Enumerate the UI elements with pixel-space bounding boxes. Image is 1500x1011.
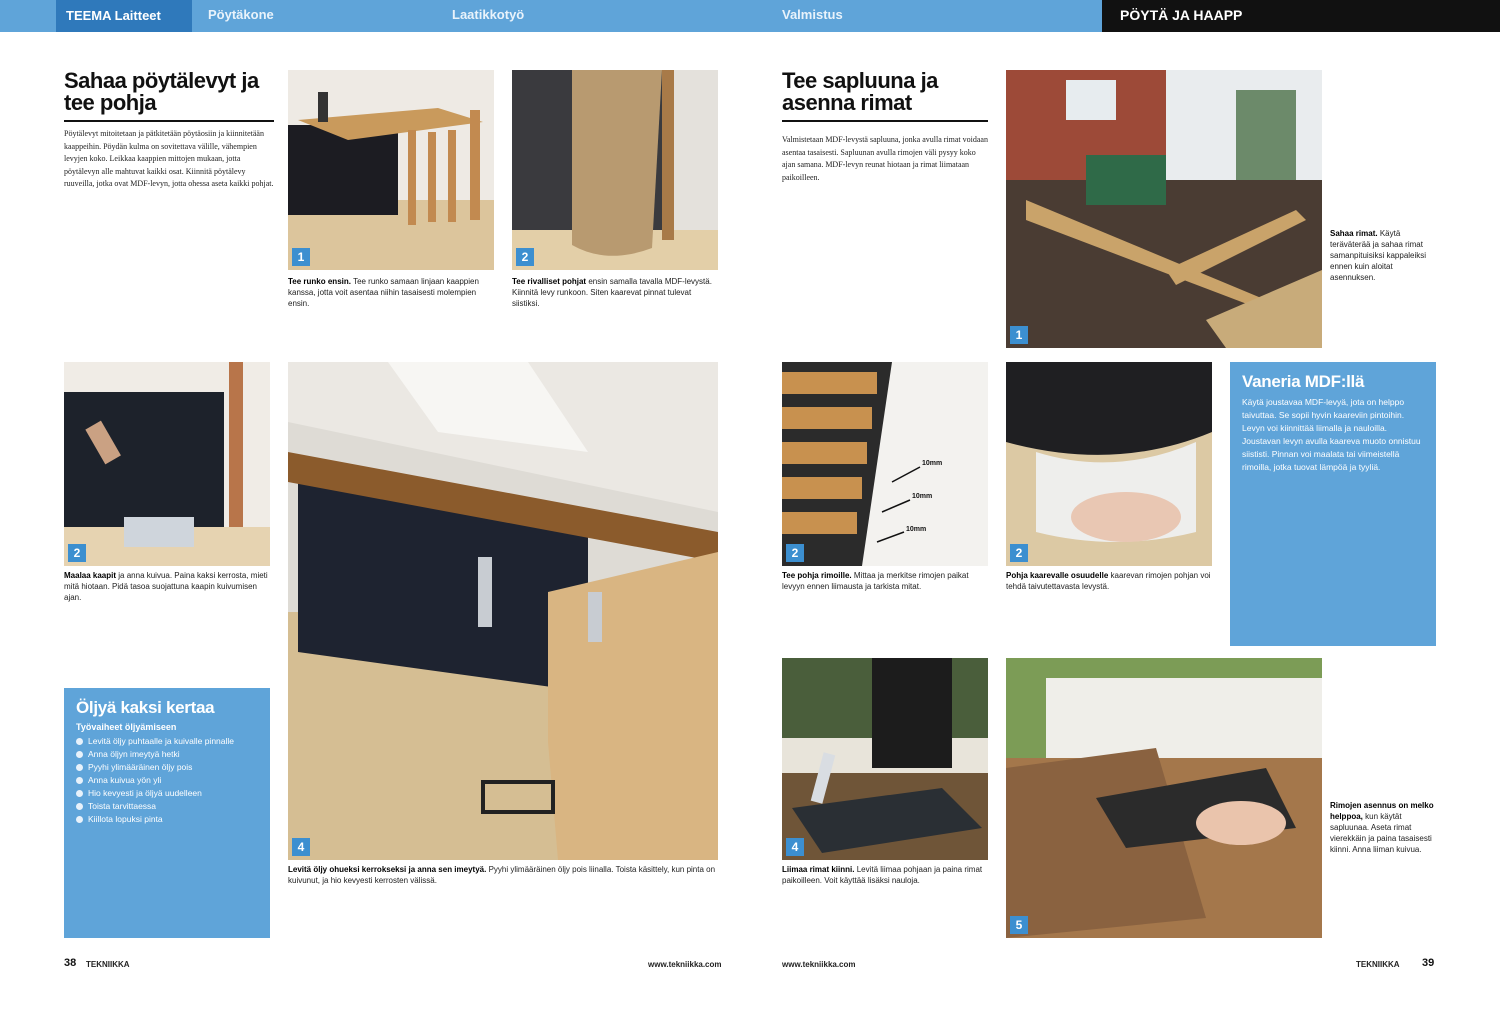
step-4-right-caption: Liimaa rimat kiinni. Levitä liimaa pohjaan ja paina rimat paikoilleen. Voit käyttää lisäksi nauloja. bbox=[782, 865, 983, 885]
nav-item-3: Valmistus bbox=[782, 7, 843, 22]
oil-info-box bbox=[64, 688, 270, 938]
measure-label: 10mm bbox=[922, 460, 943, 467]
photo-right-step-1 bbox=[1006, 70, 1322, 348]
photo-step-3 bbox=[64, 362, 270, 566]
left-body-text: Pöytälevyt mitoitetaan ja pätkitetään pöytäosiin ja kiinnitetään kaappeihin. Pöydän kulma on sovitettava välille, vähempien levyjen koko. Leikkaa kaappien mittojen mukaan, jotta pöytälevyn alle mahtuvat kaikki osat. Kiinnitä pöytälevy ruuveilla, jotka ovat MDF-levyn, jotta ohessa aseta kaikki pohjat. bbox=[64, 129, 274, 188]
right-page-number: 39 bbox=[1422, 957, 1435, 969]
top-navigation-bar bbox=[0, 0, 1500, 32]
step-number-badge: 2 bbox=[1010, 544, 1028, 562]
list-item: Kiillota lopuksi pinta bbox=[76, 813, 258, 826]
mdf-info-box bbox=[1230, 362, 1436, 646]
step-number-badge: 5 bbox=[1010, 916, 1028, 934]
left-page-number: 38 bbox=[64, 957, 77, 969]
step-number-badge: 2 bbox=[786, 544, 804, 562]
headline-rule bbox=[64, 120, 274, 122]
oil-box-title: Öljyä kaksi kertaa bbox=[76, 698, 215, 717]
side-caption-1: Sahaa rimat. Käytä teräväterää ja sahaa rimat samanpituisiksi kappaleiksi ennen kuin aloitat asennuksen. bbox=[1330, 229, 1427, 282]
section-brand: TEEMA Laitteet bbox=[56, 0, 192, 32]
step-3-caption: Maalaa kaapit ja anna kuivua. Paina kaksi kerrosta, mieti mitä hiotaan. Pidä tasoa suojattuna kaapin kuivumisen ajan. bbox=[64, 571, 268, 602]
step-4-caption: Levitä öljy ohueksi kerrokseksi ja anna sen imeytyä. Pyyhi ylimääräinen öljy pois liinalla. Toista käsittely, kun pinta on kuivunut, ja hio kevyesti kerrosten välissä. bbox=[288, 865, 716, 885]
left-headline: Sahaa pöytälevyt ja tee pohja bbox=[64, 68, 259, 115]
photo-right-step-4 bbox=[782, 658, 988, 860]
step-2b-caption: Pohja kaarevalle osuudelle kaarevan rimojen pohjan voi tehdä taivutettavasta levystä. bbox=[1006, 571, 1211, 591]
photo-step-1 bbox=[288, 70, 494, 270]
side-caption-5: Rimojen asennus on melko helppoa, kun käytät sapluunaa. Aseta rimat vierekkäin ja paina tasaisesti kiinni. Anna liiman kuivua. bbox=[1330, 801, 1434, 854]
photo-step-2 bbox=[512, 70, 718, 270]
step-number-badge: 2 bbox=[516, 248, 534, 266]
oil-steps-list bbox=[76, 735, 258, 826]
oil-box-subtitle: Työvaiheet öljyämiseen bbox=[76, 722, 177, 732]
mdf-box-text: Käytä joustavaa MDF-levyä, jota on helppo taivuttaa. Se sopii hyvin kaareviin pintoihin. Levyn voi kiinnittää liimalla ja nauloilla. Joustavan levyn avulla kaareva muoto onnistuu siististi. Pinnan voi maalata tai viimeistellä rimoilla, jotka tuovat lämpöä ja tyyliä. bbox=[1242, 397, 1421, 472]
step-2-caption: Tee rivalliset pohjat ensin samalla tavalla MDF-levystä. Kiinnitä levy runkoon. Siten kaarevat pinnat tulevat siistiksi. bbox=[512, 277, 712, 308]
section-title-bar bbox=[1102, 0, 1500, 32]
step-number-badge: 4 bbox=[292, 838, 310, 856]
photo-right-step-5 bbox=[1006, 658, 1322, 938]
photo-right-step-2a bbox=[782, 362, 988, 566]
nav-item-1: Pöytäkone bbox=[208, 7, 274, 22]
step-number-badge: 4 bbox=[786, 838, 804, 856]
list-item: Pyyhi ylimääräinen öljy pois bbox=[76, 761, 258, 774]
right-headline: Tee sapluuna ja asenna rimat bbox=[782, 68, 938, 115]
section-bar bbox=[0, 0, 1102, 32]
list-item: Hio kevyesti ja öljyä uudelleen bbox=[76, 787, 258, 800]
step-2a-caption: Tee pohja rimoille. Mittaa ja merkitse rimojen paikat levyyn ennen liimausta ja tarkista mitat. bbox=[782, 571, 969, 591]
section-title: PÖYTÄ JA HAAPP bbox=[1120, 7, 1243, 23]
headline-rule bbox=[782, 120, 988, 122]
measure-label: 10mm bbox=[906, 526, 927, 533]
step-number-badge: 1 bbox=[1010, 326, 1028, 344]
step-1-caption: Tee runko ensin. Tee runko samaan linjaan kaappien kanssa, jotta voit asentaa niihin tasaisesti molempien ensin. bbox=[288, 277, 479, 308]
mdf-box-title: Vaneria MDF:llä bbox=[1242, 372, 1365, 391]
right-footer-url: www.tekniikka.com bbox=[782, 960, 856, 969]
photo-right-step-2b bbox=[1006, 362, 1212, 566]
right-body-text: Valmistetaan MDF-levystä sapluuna, jonka avulla rimat voidaan asentaa tasaisesti. Sapluunan avulla rimojen väli pysyy koko ajan samana. MDF-levyn reunat hiotaan ja rimat liimataan paikoilleen. bbox=[782, 135, 988, 182]
step-number-badge: 1 bbox=[292, 248, 310, 266]
list-item: Anna kuivua yön yli bbox=[76, 774, 258, 787]
left-footer-url: www.tekniikka.com bbox=[648, 960, 722, 969]
right-footer-brand: TEKNIIKKA bbox=[1356, 960, 1400, 969]
photo-step-4 bbox=[288, 362, 718, 860]
list-item: Anna öljyn imeytyä hetki bbox=[76, 748, 258, 761]
list-item: Levitä öljy puhtaalle ja kuivalle pinnalle bbox=[76, 735, 258, 748]
left-footer-brand: TEKNIIKKA bbox=[86, 960, 130, 969]
nav-item-2: Laatikkotyö bbox=[452, 7, 525, 22]
step-number-badge: 2 bbox=[68, 544, 86, 562]
measure-label: 10mm bbox=[912, 493, 933, 500]
list-item: Toista tarvittaessa bbox=[76, 800, 258, 813]
